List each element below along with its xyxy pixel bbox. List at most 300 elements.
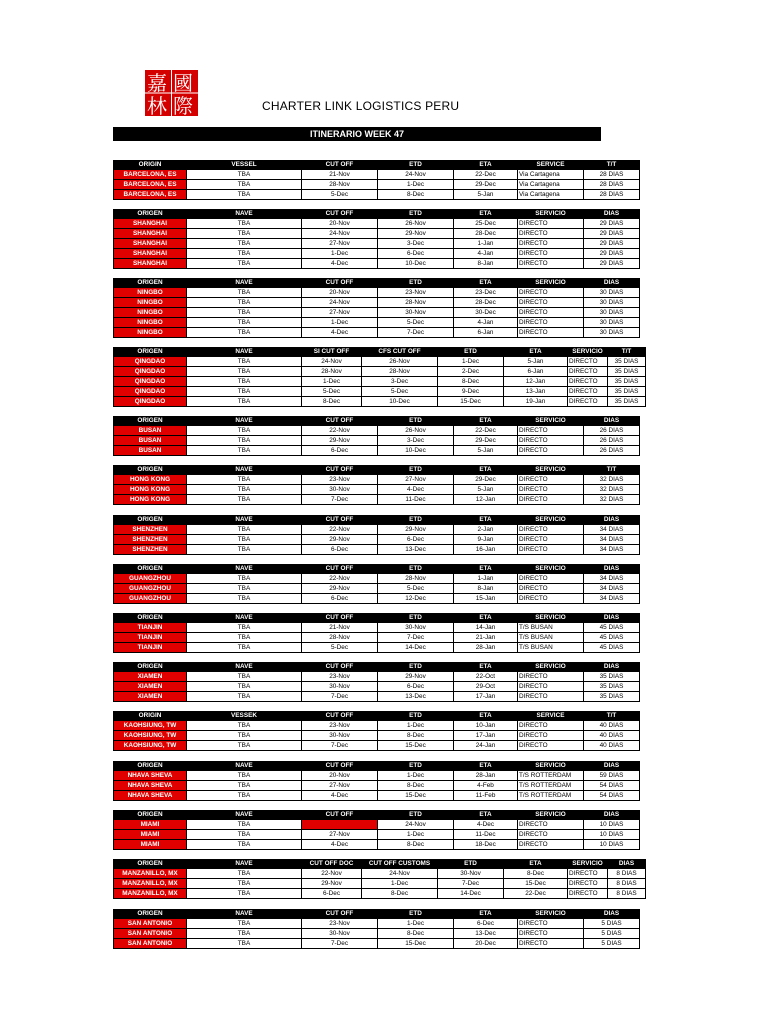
table-row: [114, 879, 646, 889]
table-cell: TBA: [187, 367, 302, 377]
table-cell: 8-Dec: [378, 840, 454, 850]
column-header: SERVICIO: [518, 279, 584, 288]
table-cell: 10 DIAS: [584, 830, 640, 840]
table-cell: 4-Jan: [454, 249, 518, 259]
column-header: ETD: [378, 279, 454, 288]
table-cell: 15-Dec: [378, 791, 454, 801]
column-header: ORIGEN: [114, 565, 187, 574]
table-cell: 7-Dec: [302, 495, 378, 505]
table-cell: 29 DIAS: [584, 239, 640, 249]
column-header: SERVICIO: [518, 516, 584, 525]
table-cell: 30-Nov: [302, 485, 378, 495]
table-row: [114, 594, 640, 604]
table-cell: DIRECTO: [518, 939, 584, 949]
table-row: [114, 869, 646, 879]
table-cell: 29 DIAS: [584, 259, 640, 269]
table-cell: TBA: [187, 672, 302, 682]
table-cell: TBA: [187, 741, 302, 751]
table-cell: 1-Dec: [362, 879, 438, 889]
table-cell: TBA: [187, 259, 302, 269]
table-cell: 1-Dec: [378, 830, 454, 840]
column-header: CUT OFF: [302, 210, 378, 219]
table-cell: 5 DIAS: [584, 929, 640, 939]
table-cell: 15-Dec: [438, 397, 504, 407]
itinerary-banner: ITINERARIO WEEK 47: [113, 127, 601, 141]
table-cell: 45 DIAS: [584, 643, 640, 653]
column-header: T/T: [584, 466, 640, 475]
table-cell: 20-Nov: [302, 288, 378, 298]
column-header: DIAS: [584, 417, 640, 426]
origin-cell: XIAMEN: [114, 682, 187, 692]
table-cell: 13-Jan: [504, 387, 568, 397]
table-cell: DIRECTO: [518, 721, 584, 731]
table-cell: 8-Dec: [362, 889, 438, 899]
table-cell: 28-Nov: [302, 367, 362, 377]
table-cell: TBA: [187, 436, 302, 446]
column-header: CUT OFF: [302, 811, 378, 820]
table-cell: 21-Nov: [302, 170, 378, 180]
column-header: SERVICIO: [518, 417, 584, 426]
table-cell: 6-Dec: [302, 545, 378, 555]
table-header-row: [114, 663, 640, 672]
table-cell: 30-Nov: [302, 682, 378, 692]
table-cell: 40 DIAS: [584, 731, 640, 741]
table-row: [114, 919, 640, 929]
table-cell: DIRECTO: [518, 249, 584, 259]
table-cell: 54 DIAS: [584, 791, 640, 801]
table-cell: DIRECTO: [518, 692, 584, 702]
column-header: CFS CUT OFF: [362, 348, 438, 357]
table-cell: 54 DIAS: [584, 781, 640, 791]
table-row: [114, 830, 640, 840]
table-cell: 29-Dec: [454, 180, 518, 190]
table-cell: 24-Nov: [302, 229, 378, 239]
table-cell: DIRECTO: [518, 229, 584, 239]
table-cell: 5-Dec: [378, 584, 454, 594]
table-cell: DIRECTO: [568, 367, 608, 377]
table-cell: TBA: [187, 781, 302, 791]
table-cell: DIRECTO: [518, 485, 584, 495]
table-cell: 22-Dec: [504, 889, 568, 899]
table-cell: 3-Dec: [362, 377, 438, 387]
table-cell: 22-Nov: [302, 525, 378, 535]
table-cell: 7-Dec: [302, 741, 378, 751]
table-cell: 1-Dec: [302, 249, 378, 259]
table-cell: 30-Nov: [302, 731, 378, 741]
schedule-table-hongkong: [113, 465, 640, 505]
table-cell: DIRECTO: [518, 259, 584, 269]
table-cell: 1-Dec: [378, 721, 454, 731]
column-header: SERVICIO: [518, 614, 584, 623]
table-cell: 5-Jan: [454, 190, 518, 200]
table-cell: TBA: [187, 919, 302, 929]
table-cell: TBA: [187, 328, 302, 338]
table-cell: DIRECTO: [568, 397, 608, 407]
table-cell: DIRECTO: [518, 840, 584, 850]
table-cell: DIRECTO: [568, 387, 608, 397]
table-cell: TBA: [187, 869, 302, 879]
table-cell: DIRECTO: [568, 879, 608, 889]
table-cell: 6-Dec: [378, 535, 454, 545]
table-cell: 15-Jan: [454, 594, 518, 604]
column-header: ETD: [438, 860, 504, 869]
table-cell: DIRECTO: [518, 594, 584, 604]
table-cell: 35 DIAS: [608, 377, 646, 387]
column-header: SERVICIO: [518, 910, 584, 919]
table-cell: 23-Nov: [302, 919, 378, 929]
column-header: ORIGEN: [114, 762, 187, 771]
column-header: ETA: [454, 614, 518, 623]
table-cell: TBA: [187, 594, 302, 604]
table-header-row: [114, 565, 640, 574]
table-cell: 30-Nov: [378, 308, 454, 318]
table-cell: T/S BUSAN: [518, 623, 584, 633]
table-row: [114, 574, 640, 584]
origin-cell: SHANGHAI: [114, 249, 187, 259]
column-header: ETD: [438, 348, 504, 357]
table-cell: 29 DIAS: [584, 229, 640, 239]
table-cell: 28 DIAS: [584, 190, 640, 200]
column-header: ETA: [454, 466, 518, 475]
column-header: ETD: [378, 417, 454, 426]
table-cell: TBA: [187, 731, 302, 741]
column-header: SERVICIO: [518, 565, 584, 574]
table-cell: 6-Dec: [302, 446, 378, 456]
table-cell: DIRECTO: [568, 869, 608, 879]
table-cell: 21-Jan: [454, 633, 518, 643]
column-header: NAVE: [187, 466, 302, 475]
origin-cell: SAN ANTONIO: [114, 929, 187, 939]
table-cell: TBA: [187, 288, 302, 298]
column-header: SERVICIO: [518, 663, 584, 672]
column-header: DIAS: [584, 910, 640, 919]
table-cell: 45 DIAS: [584, 623, 640, 633]
table-cell: DIRECTO: [518, 584, 584, 594]
table-cell: 40 DIAS: [584, 741, 640, 751]
table-cell: 3-Dec: [378, 239, 454, 249]
table-cell: DIRECTO: [518, 328, 584, 338]
table-cell: 40 DIAS: [584, 721, 640, 731]
table-cell: 22-Nov: [302, 426, 378, 436]
table-cell: TBA: [187, 771, 302, 781]
table-cell: 22-Nov: [302, 869, 362, 879]
origin-cell: MANZANILLO, MX: [114, 879, 187, 889]
table-row: [114, 259, 640, 269]
table-cell: TBA: [187, 397, 302, 407]
table-cell: DIRECTO: [518, 731, 584, 741]
table-cell: TBA: [187, 446, 302, 456]
column-header: CUT OFF DOC: [302, 860, 362, 869]
schedule-table-xiamen: [113, 662, 640, 702]
table-row: [114, 692, 640, 702]
table-cell: 30-Nov: [438, 869, 504, 879]
table-cell: 12-Jan: [504, 377, 568, 387]
table-cell: 1-Jan: [454, 574, 518, 584]
schedule-table-qingdao: [113, 347, 646, 407]
table-cell: 32 DIAS: [584, 495, 640, 505]
origin-cell: NHAVA SHEVA: [114, 791, 187, 801]
table-cell: 5-Jan: [454, 485, 518, 495]
column-header: ETD: [378, 614, 454, 623]
table-cell: 24-Nov: [302, 298, 378, 308]
table-cell: 26-Nov: [362, 357, 438, 367]
table-cell: 16-Jan: [454, 545, 518, 555]
table-cell: TBA: [187, 318, 302, 328]
origin-cell: GUANGZHOU: [114, 584, 187, 594]
table-cell: TBA: [187, 298, 302, 308]
table-cell: T/S BUSAN: [518, 633, 584, 643]
table-cell: 29-Nov: [378, 229, 454, 239]
column-header: ORIGEN: [114, 910, 187, 919]
table-cell: DIRECTO: [518, 475, 584, 485]
table-cell: 28 DIAS: [584, 170, 640, 180]
table-cell: 32 DIAS: [584, 485, 640, 495]
table-cell: DIRECTO: [518, 495, 584, 505]
origin-cell: MIAMI: [114, 830, 187, 840]
origin-cell: SHANGHAI: [114, 239, 187, 249]
table-cell: 8 DIAS: [608, 869, 646, 879]
table-cell: DIRECTO: [518, 525, 584, 535]
table-cell: 4-Dec: [302, 259, 378, 269]
column-header: CUT OFF: [302, 712, 378, 721]
table-cell: 29-Dec: [454, 475, 518, 485]
table-cell: TBA: [187, 190, 302, 200]
table-cell: TBA: [187, 840, 302, 850]
schedule-table-kaohsiung: [113, 711, 640, 751]
table-cell: 7-Dec: [378, 633, 454, 643]
table-cell: 23-Dec: [454, 288, 518, 298]
table-cell: 7-Dec: [438, 879, 504, 889]
table-header-row: [114, 860, 646, 869]
origin-cell: NINGBO: [114, 318, 187, 328]
table-row: [114, 426, 640, 436]
origin-cell: KAOHSIUNG, TW: [114, 741, 187, 751]
origin-cell: NINGBO: [114, 308, 187, 318]
table-cell: 5-Dec: [378, 318, 454, 328]
table-row: [114, 190, 640, 200]
table-cell: 4-Dec: [378, 485, 454, 495]
table-cell: 15-Dec: [378, 939, 454, 949]
origin-cell: KAOHSIUNG, TW: [114, 731, 187, 741]
table-cell: 30-Nov: [302, 929, 378, 939]
table-row: [114, 170, 640, 180]
table-cell: 6-Jan: [454, 328, 518, 338]
column-header: CUT OFF: [302, 516, 378, 525]
column-header: ETA: [454, 161, 518, 170]
table-row: [114, 446, 640, 456]
origin-cell: SAN ANTONIO: [114, 919, 187, 929]
table-header-row: [114, 348, 646, 357]
table-cell: 26-Nov: [378, 426, 454, 436]
table-cell: 10-Dec: [362, 397, 438, 407]
origin-cell: NHAVA SHEVA: [114, 781, 187, 791]
table-cell: TBA: [187, 180, 302, 190]
table-cell: TBA: [187, 879, 302, 889]
origin-cell: HONG KONG: [114, 485, 187, 495]
table-cell: T/S ROTTERDAM: [518, 781, 584, 791]
table-header-row: [114, 516, 640, 525]
table-cell: 26-Nov: [378, 219, 454, 229]
table-cell: 29 DIAS: [584, 219, 640, 229]
table-cell: 6-Jan: [504, 367, 568, 377]
table-cell: 5-Dec: [302, 643, 378, 653]
origin-cell: NINGBO: [114, 298, 187, 308]
table-cell: 4-Dec: [302, 328, 378, 338]
table-cell: 23-Nov: [378, 288, 454, 298]
table-cell: 10 DIAS: [584, 840, 640, 850]
column-header: CUT OFF: [302, 565, 378, 574]
schedule-table-tianjin: [113, 613, 640, 653]
table-cell: DIRECTO: [518, 318, 584, 328]
origin-cell: BARCELONA, ES: [114, 190, 187, 200]
origin-cell: GUANGZHOU: [114, 594, 187, 604]
column-header: NAVE: [187, 663, 302, 672]
schedule-table-ningbo: [113, 278, 640, 338]
column-header: SERVICIO: [568, 348, 608, 357]
table-cell: 19-Jan: [504, 397, 568, 407]
table-cell: 30-Dec: [454, 308, 518, 318]
schedule-table-nhavasheva: [113, 761, 640, 801]
column-header: ETA: [454, 516, 518, 525]
column-header: ETA: [454, 910, 518, 919]
origin-cell: BUSAN: [114, 436, 187, 446]
table-cell: 32 DIAS: [584, 475, 640, 485]
table-cell: 35 DIAS: [584, 682, 640, 692]
table-cell: 29-Nov: [302, 535, 378, 545]
origin-cell: BARCELONA, ES: [114, 170, 187, 180]
column-header: CUT OFF: [302, 161, 378, 170]
table-cell: DIRECTO: [518, 436, 584, 446]
column-header: SI CUT OFF: [302, 348, 362, 357]
schedule-table-shenzhen: [113, 515, 640, 555]
column-header: ORIGEN: [114, 516, 187, 525]
table-cell: 4-Jan: [454, 318, 518, 328]
origin-cell: XIAMEN: [114, 672, 187, 682]
table-cell: DIRECTO: [518, 929, 584, 939]
table-cell: 5-Jan: [504, 357, 568, 367]
origin-cell: NINGBO: [114, 328, 187, 338]
origin-cell: SHENZHEN: [114, 535, 187, 545]
column-header: NAVE: [187, 565, 302, 574]
column-header: NAVE: [187, 348, 302, 357]
table-cell: 12-Dec: [378, 594, 454, 604]
table-cell: 28-Nov: [362, 367, 438, 377]
origin-cell: SHANGHAI: [114, 259, 187, 269]
table-cell: 10-Dec: [378, 446, 454, 456]
table-row: [114, 840, 640, 850]
origin-cell: MANZANILLO, MX: [114, 889, 187, 899]
table-cell: TBA: [187, 692, 302, 702]
table-cell: 1-Dec: [302, 377, 362, 387]
origin-cell: HONG KONG: [114, 475, 187, 485]
origin-cell: SHENZHEN: [114, 525, 187, 535]
origin-cell: MANZANILLO, MX: [114, 869, 187, 879]
table-cell: DIRECTO: [518, 426, 584, 436]
table-row: [114, 525, 640, 535]
table-cell: TBA: [187, 357, 302, 367]
column-header: ORIGEN: [114, 348, 187, 357]
table-row: [114, 318, 640, 328]
column-header: DIAS: [584, 565, 640, 574]
table-cell: 1-Jan: [454, 239, 518, 249]
table-cell: DIRECTO: [518, 219, 584, 229]
table-row: [114, 180, 640, 190]
table-cell: TBA: [187, 239, 302, 249]
table-cell: 15-Dec: [504, 879, 568, 889]
column-header: ETA: [454, 417, 518, 426]
table-cell: TBA: [187, 170, 302, 180]
table-cell: 15-Dec: [378, 741, 454, 751]
table-cell: TBA: [187, 387, 302, 397]
table-header-row: [114, 762, 640, 771]
table-header-row: [114, 279, 640, 288]
table-cell: 24-Jan: [454, 741, 518, 751]
table-cell: 8-Jan: [454, 584, 518, 594]
table-cell: 10 DIAS: [584, 820, 640, 830]
table-cell: TBA: [187, 721, 302, 731]
table-header-row: [114, 614, 640, 623]
schedule-table-shanghai: [113, 209, 640, 269]
table-cell: 6-Dec: [378, 682, 454, 692]
table-cell: TBA: [187, 475, 302, 485]
column-header: T/T: [584, 161, 640, 170]
table-cell: 30 DIAS: [584, 298, 640, 308]
table-cell: DIRECTO: [568, 357, 608, 367]
table-row: [114, 239, 640, 249]
table-cell: 35 DIAS: [608, 367, 646, 377]
table-row: [114, 939, 640, 949]
column-header: DIAS: [584, 663, 640, 672]
table-cell: TBA: [187, 830, 302, 840]
table-cell: TBA: [187, 535, 302, 545]
table-row: [114, 397, 646, 407]
column-header: VESSEK: [187, 712, 302, 721]
table-cell: 23-Nov: [302, 672, 378, 682]
table-cell: TBA: [187, 939, 302, 949]
column-header: NAVE: [187, 910, 302, 919]
table-row: [114, 436, 640, 446]
table-cell: 21-Nov: [302, 623, 378, 633]
table-cell: 10-Jan: [454, 721, 518, 731]
column-header: DIAS: [584, 614, 640, 623]
table-cell: DIRECTO: [568, 889, 608, 899]
table-cell: 34 DIAS: [584, 545, 640, 555]
column-header: NAVE: [187, 860, 302, 869]
column-header: ORIGEN: [114, 210, 187, 219]
table-cell: 26 DIAS: [584, 436, 640, 446]
table-cell: TBA: [187, 377, 302, 387]
table-cell: 23-Nov: [302, 721, 378, 731]
column-header: DIAS: [584, 516, 640, 525]
table-header-row: [114, 161, 640, 170]
table-cell: TBA: [187, 495, 302, 505]
table-row: [114, 731, 640, 741]
table-cell: 6-Dec: [378, 249, 454, 259]
table-cell: 4-Dec: [454, 820, 518, 830]
column-header: CUT OFF: [302, 417, 378, 426]
column-header: DIAS: [584, 811, 640, 820]
table-cell: TBA: [187, 682, 302, 692]
column-header: CUT OFF: [302, 279, 378, 288]
table-cell: 30 DIAS: [584, 318, 640, 328]
table-cell: 11-Dec: [378, 495, 454, 505]
table-cell: 9-Dec: [438, 387, 504, 397]
schedule-table-miami: [113, 810, 640, 850]
table-row: [114, 308, 640, 318]
table-cell: 28-Nov: [302, 180, 378, 190]
table-cell: 5 DIAS: [584, 939, 640, 949]
table-cell: 35 DIAS: [608, 387, 646, 397]
